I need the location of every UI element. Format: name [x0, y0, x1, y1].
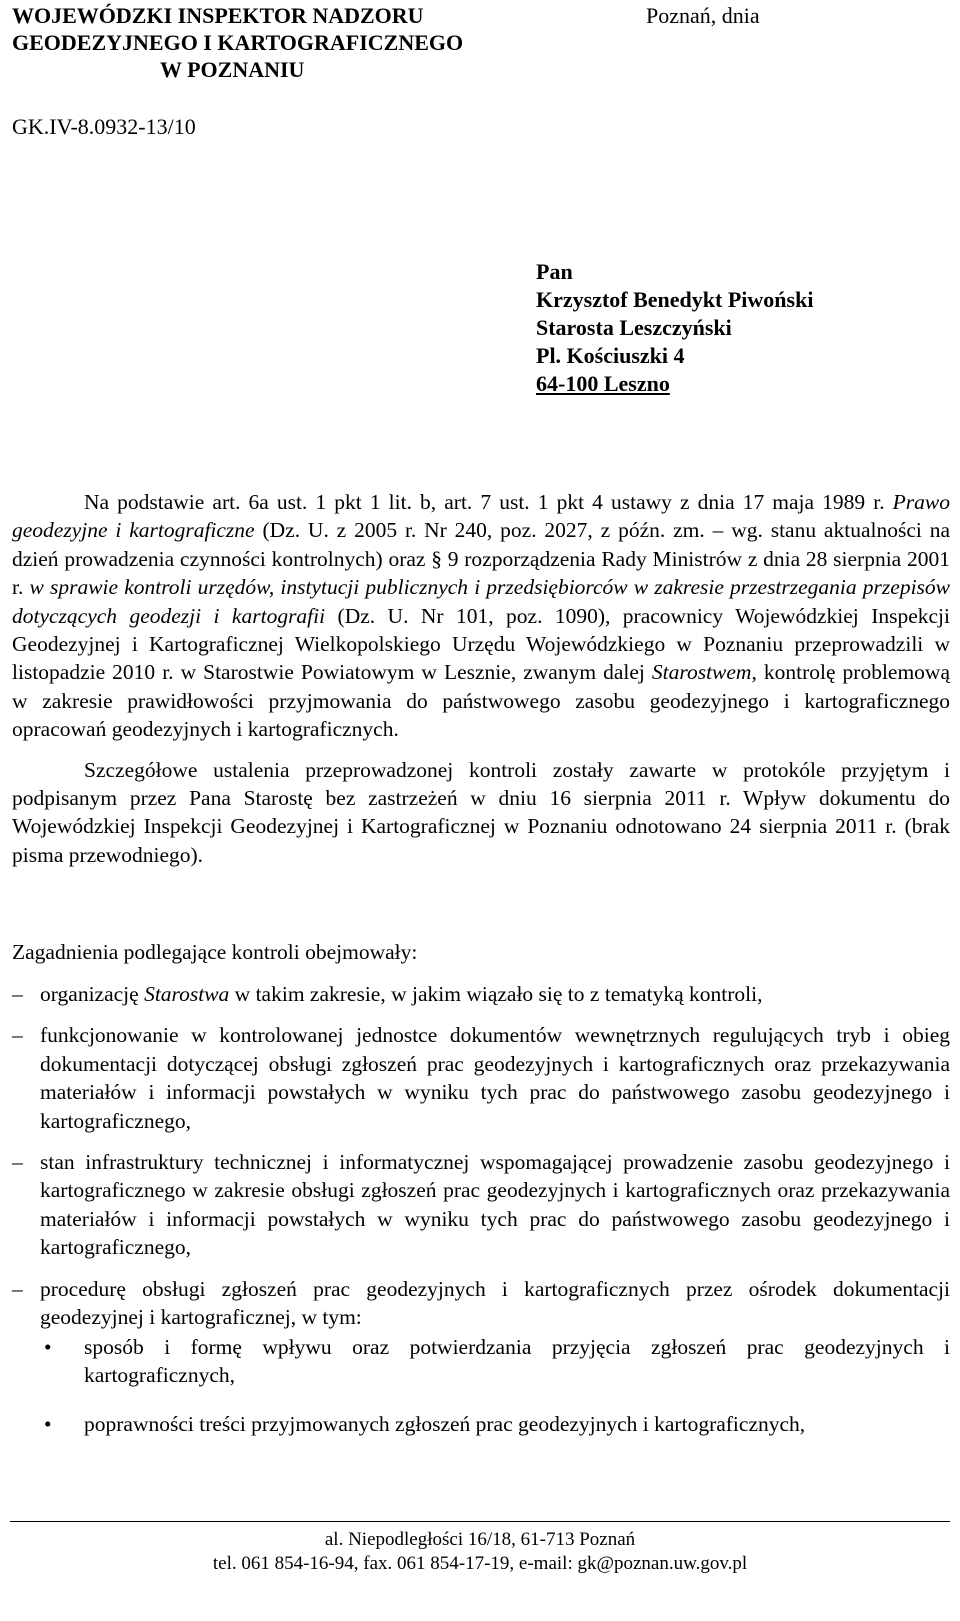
dash-marker: –	[12, 1276, 23, 1301]
place-date: Poznań, dnia	[646, 3, 760, 28]
dash-marker: –	[12, 1023, 23, 1048]
inspection-description: (Dz. U. Nr 101, poz. 1090), pracownicy Wojewódzkiej Inspekcji Geodezyjnej i Kartograficznej Wielkopolskiego Urzędu Wojewódzkiego w Poznaniu przeprowadzili w listopadzie 2010 r. w Starostwie Powiatowym w Lesznie, zwanym dalej	[12, 603, 950, 685]
scope-list	[12, 980, 950, 1344]
issuer-line-1: WOJEWÓDZKI INSPEKTOR NADZORU	[12, 3, 424, 28]
addressee-street: Pl. Kościuszki 4	[536, 343, 685, 368]
list-item: – procedurę obsługi zgłoszeń prac geodezyjnych i kartograficznych przez ośrodek dokumentacji geodezyjnej i kartograficznej, w tym:	[12, 1276, 950, 1330]
footer-address: al. Niepodległości 16/18, 61-713 Poznań	[324, 1529, 636, 1550]
legal-basis-intro: Na podstawie art. 6a ust. 1 pkt 1 lit. b, art. 7 ust. 1 pkt 4 ustawy z dnia 17 maja 1989 r.	[84, 490, 885, 514]
addressee-block	[536, 258, 813, 398]
addressee-salutation: Pan	[536, 259, 573, 284]
footer-divider	[10, 1521, 950, 1522]
addressee-title: Starosta Leszczyński	[536, 315, 732, 340]
act-title: Prawo geodezyjne i kartograficzne	[12, 490, 951, 543]
legal-basis-citation: (Dz. U. z 2005 r. Nr 240, poz. 2027, z późn. zm. – wg. stanu aktualności na dzień prowadzenia czynności kontrolnych) oraz § 9 rozporządzenia Rady Ministrów z dnia 28 sierpnia 2001 r.	[12, 518, 950, 600]
issuer-block	[12, 2, 532, 83]
bullet-marker: •	[44, 1335, 52, 1359]
addressee-name: Krzysztof Benedykt Piwoński	[536, 287, 814, 312]
list-item: – funkcjonowanie w kontrolowanej jednostce dokumentów wewnętrznych regulujących tryb i obieg dokumentacji dotyczącej obsługi zgłoszeń prac geodezyjnych i kartograficznych oraz przekazywania materiałów i informacji powstałych w wyniku tych prac do państwowego zasobu geodezyjnego i kartograficznego,	[12, 1023, 950, 1133]
issuer-line-2: GEODEZYJNEGO I KARTOGRAFICZNEGO	[12, 30, 464, 55]
sub-list-item: • poprawności treści przyjmowanych zgłoszeń prac geodezyjnych i kartograficznych,	[40, 1410, 950, 1438]
dash-marker: –	[12, 1150, 23, 1175]
sub-list	[40, 1333, 950, 1458]
footer	[0, 1528, 960, 1576]
inspection-subject: , kontrolę problemową w zakresie prawidłowości przyjmowania do państwowego zasobu geodezyjnego i kartograficznego opracowań geodezyjnych i kartograficznych.	[12, 660, 951, 742]
regulation-title: w sprawie kontroli urzędów, instytucji publicznych i przedsiębiorców w zakresie przestrzegania przepisów dotyczących geodezji i kartografii	[12, 575, 951, 628]
footer-contact: tel. 061 854-16-94, fax. 061 854-17-19, e-mail: gk@poznan.uw.gov.pl	[212, 1553, 748, 1574]
letter-body	[12, 488, 950, 869]
addressee-city: 64-100 Leszno	[536, 371, 670, 396]
dash-marker: –	[12, 982, 23, 1006]
bullet-marker: •	[44, 1411, 52, 1436]
sub-list-item: • sposób i formę wpływu oraz potwierdzania przyjęcia zgłoszeń prac geodezyjnych i kartograficznych,	[44, 1335, 950, 1388]
paragraph-findings: Szczegółowe ustalenia przeprowadzonej kontroli zostały zawarte w protokóle przyjętym i podpisanym przez Pana Starostę bez zastrzeżeń w dniu 16 sierpnia 2011 r. Wpływ dokumentu do Wojewódzkiej Inspekcji Geodezyjnej i Kartograficznej w Poznaniu odnotowano 24 sierpnia 2011 r. (brak pisma przewodniego).	[12, 757, 950, 867]
scope-intro: Zagadnienia podlegające kontroli obejmowały:	[12, 940, 418, 964]
reference-number: GK.IV-8.0932-13/10	[12, 114, 196, 139]
issuer-line-3: W POZNANIU	[160, 57, 305, 82]
starostwo-term: Starostwem	[651, 660, 752, 685]
list-item: – organizację Starostwa w takim zakresie, w jakim wiązało się to z tematyką kontroli,	[12, 980, 950, 1008]
list-item: – stan infrastruktury technicznej i informatycznej wspomagającej prowadzenie zasobu geodezyjnego i kartograficznego w zakresie obsługi zgłoszeń prac geodezyjnych i kartograficznych oraz przekazywania materiałów i informacji powstałych w wyniku tych prac do państwowego zasobu geodezyjnego i kartograficznego,	[12, 1150, 950, 1260]
paragraph-legal-basis	[12, 488, 950, 744]
